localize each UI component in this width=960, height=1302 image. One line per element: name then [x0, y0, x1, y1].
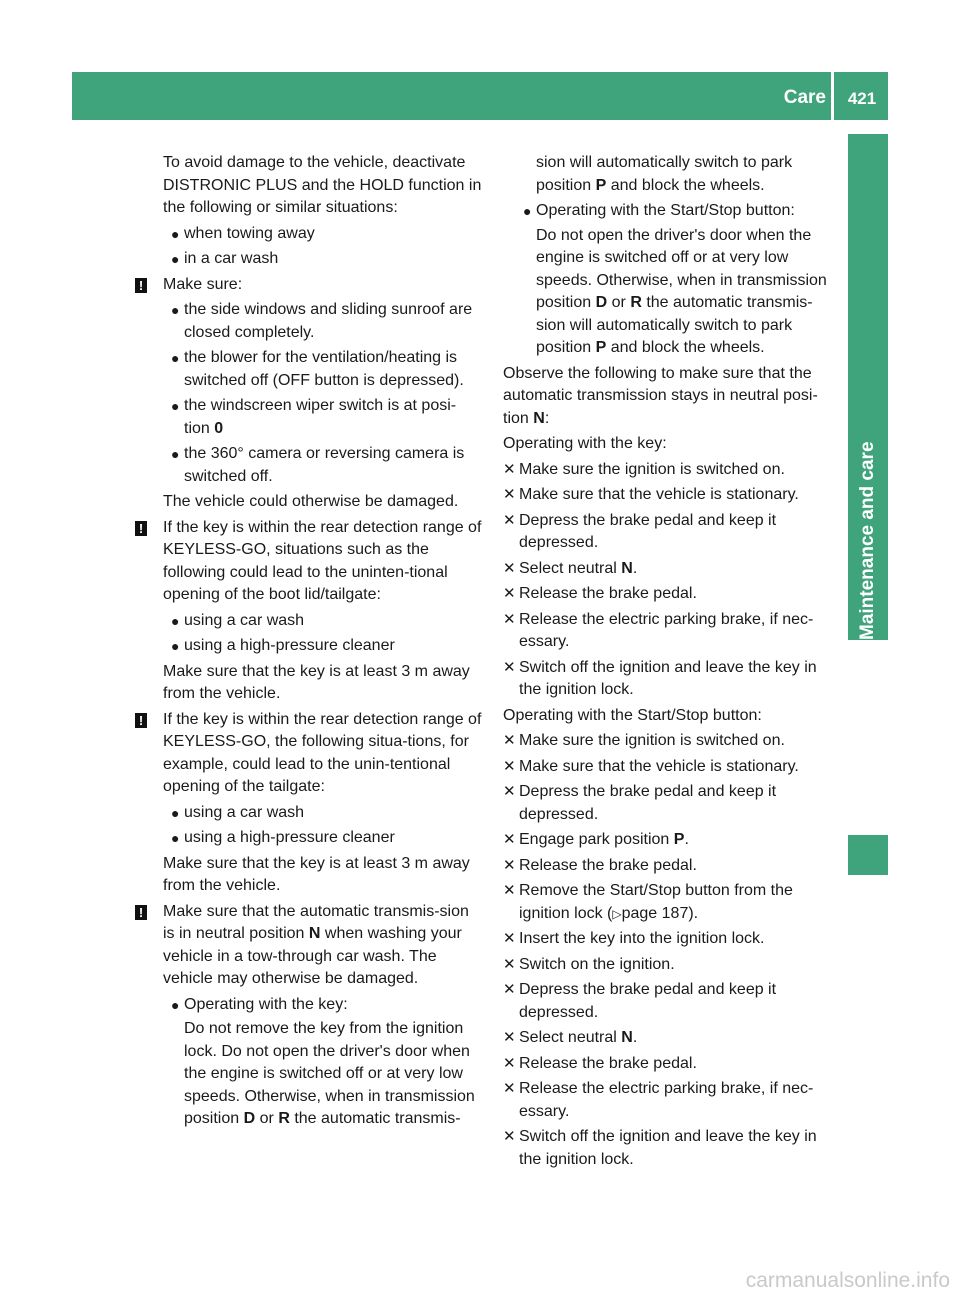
procedure-heading: Operating with the Start/Stop button: [503, 706, 762, 724]
right-column [503, 152, 835, 1174]
list-item: ● using a high-pressure cleaner [143, 635, 483, 658]
step-icon: ✕ [503, 658, 516, 676]
list-item: ● Operating with the Start/Stop button: Do not open the driver's door when the engine is switched off or at very low speeds. Otherwise, when in transmission position D or R the automatic transmis-sion will automatically switch to park position P and block the wheels. [523, 202, 827, 356]
procedure-heading: Operating with the key: [503, 435, 667, 452]
step-item: ✕ Remove the Start/Stop button from the ignition lock (▷page 187). [503, 882, 793, 922]
step-icon: ✕ [503, 955, 516, 973]
step-item: ✕ Select neutral N. [503, 1027, 835, 1050]
header-bar [72, 72, 888, 120]
step-item: ✕ Select neutral N. [503, 558, 835, 581]
step-item: ✕ Make sure that the vehicle is stationary. [503, 484, 835, 507]
warning-block: ! If the key is within the rear detection range of KEYLESS-GO, situations such as the following could lead to the uninten-tional opening of the boot lid/tailgate: [143, 517, 483, 607]
left-column [138, 152, 483, 1134]
bullet-icon: ● [171, 302, 180, 318]
step-icon: ✕ [503, 1128, 516, 1145]
step-icon: ✕ [503, 585, 516, 602]
step-icon: ✕ [503, 856, 516, 874]
bullet-icon: ● [171, 398, 180, 414]
warning-consequence: Make sure that the key is at least 3 m away from the vehicle. [163, 854, 470, 894]
step-item: ✕ Switch off the ignition and leave the key in the ignition lock. [503, 1128, 817, 1168]
step-icon: ✕ [503, 486, 516, 503]
watermark: carmanualsonline.info [745, 1269, 950, 1292]
list-item: ● in a car wash [143, 248, 483, 271]
step-icon: ✕ [503, 831, 516, 848]
list-item: ● the windscreen wiper switch is at posi- tion 0 [171, 397, 457, 437]
page-reference-link[interactable]: page 187). [621, 904, 699, 922]
bullet-icon: ● [171, 612, 180, 629]
step-icon: ✕ [503, 981, 516, 998]
step-item: ✕ Make sure the ignition is switched on. [503, 730, 835, 753]
bullet-icon: ● [171, 830, 180, 846]
bullet-icon: ● [171, 446, 180, 462]
warning-consequence: Make sure that the key is at least 3 m away from the vehicle. [163, 662, 470, 702]
step-icon: ✕ [503, 757, 516, 775]
intro-paragraph: To avoid damage to the vehicle, deactivate DISTRONIC PLUS and the HOLD function in the following or similar situations: [163, 154, 482, 216]
step-icon: ✕ [503, 1029, 516, 1046]
bullet-icon: ● [171, 638, 180, 654]
step-icon: ✕ [503, 511, 516, 529]
bullet-icon: ● [171, 225, 180, 242]
step-item: ✕ Make sure the ignition is switched on. [503, 459, 835, 482]
step-item: ✕ Switch off the ignition and leave the key in the ignition lock. [503, 658, 817, 698]
section-title: Care [783, 87, 826, 108]
step-item: ✕ Switch on the ignition. [503, 954, 835, 977]
step-icon: ✕ [503, 882, 516, 899]
step-icon: ✕ [503, 732, 516, 749]
step-icon: ✕ [503, 460, 516, 478]
step-icon: ✕ [503, 559, 516, 577]
step-item: ✕ Engage park position P. [503, 829, 835, 852]
page-ref-arrow-icon: ▷ [612, 906, 622, 921]
step-item: ✕ Depress the brake pedal and keep it depressed. [503, 511, 777, 551]
step-icon: ✕ [503, 1080, 516, 1097]
list-item: ● the blower for the ventilation/heating is switched off (OFF button is depressed). [171, 349, 464, 389]
list-item: ● using a car wash [143, 610, 483, 633]
warning-icon: ! [135, 278, 147, 293]
step-item: ✕ Release the brake pedal. [503, 583, 835, 606]
step-icon: ✕ [503, 783, 516, 800]
list-item: ● the 360° camera or reversing camera is switched off. [171, 445, 465, 485]
warning-consequence: The vehicle could otherwise be damaged. [163, 493, 459, 510]
bullet-icon: ● [171, 350, 180, 366]
list-item: ● using a high-pressure cleaner [143, 827, 483, 850]
list-item: ● Operating with the key: Do not remove the key from the ignition lock. Do not open the driver's door when the engine is switched off or at very low speeds. Otherwise, when in transmission position D or R the automatic transmis- [171, 995, 475, 1127]
step-item: ✕ Depress the brake pedal and keep it depressed. [503, 783, 777, 823]
side-tab-marker [848, 835, 888, 875]
warning-icon: ! [135, 905, 147, 920]
warning-block: ! If the key is within the rear detection range of KEYLESS-GO, the following situa-tions, for example, could lead to the unin-tentional opening of the tailgate: [143, 709, 483, 799]
warning-icon: ! [135, 521, 147, 536]
header-divider [831, 72, 834, 120]
bullet-icon: ● [523, 203, 532, 219]
list-item: ● when towing away [143, 223, 483, 246]
page-number: 421 [847, 89, 877, 108]
bullet-icon: ● [171, 996, 180, 1013]
list-item: ● using a car wash [143, 802, 483, 825]
bullet-icon: ● [171, 251, 180, 267]
step-item: ✕ Release the electric parking brake, if nec-essary. [503, 1080, 814, 1120]
warning-block: ! Make sure that the automatic transmis-sion is in neutral position N when washing your vehicle in a tow-through car wash. The vehicle may otherwise be damaged. [143, 901, 483, 991]
list-item-continued: sion will automatically switch to park position P and block the wheels. [536, 154, 793, 194]
step-item: ✕ Depress the brake pedal and keep it depressed. [503, 981, 777, 1021]
step-icon: ✕ [503, 610, 516, 628]
warning-icon: ! [135, 713, 147, 728]
side-tab-label: Maintenance and care [857, 441, 878, 640]
step-item: ✕ Release the brake pedal. [503, 855, 835, 878]
observe-paragraph: Observe the following to make sure that the automatic transmission stays in neutral posi-tion N: [503, 364, 818, 427]
step-icon: ✕ [503, 1054, 516, 1072]
step-item: ✕ Release the electric parking brake, if nec-essary. [503, 610, 814, 650]
step-item: ✕ Release the brake pedal. [503, 1053, 835, 1076]
warning-block: ! Make sure: [143, 274, 483, 297]
step-item: ✕ Insert the key into the ignition lock. [503, 928, 835, 951]
bullet-icon: ● [171, 804, 180, 821]
step-icon: ✕ [503, 930, 516, 947]
list-item: ● the side windows and sliding sunroof are closed completely. [171, 301, 473, 341]
step-item: ✕ Make sure that the vehicle is stationary. [503, 756, 835, 779]
